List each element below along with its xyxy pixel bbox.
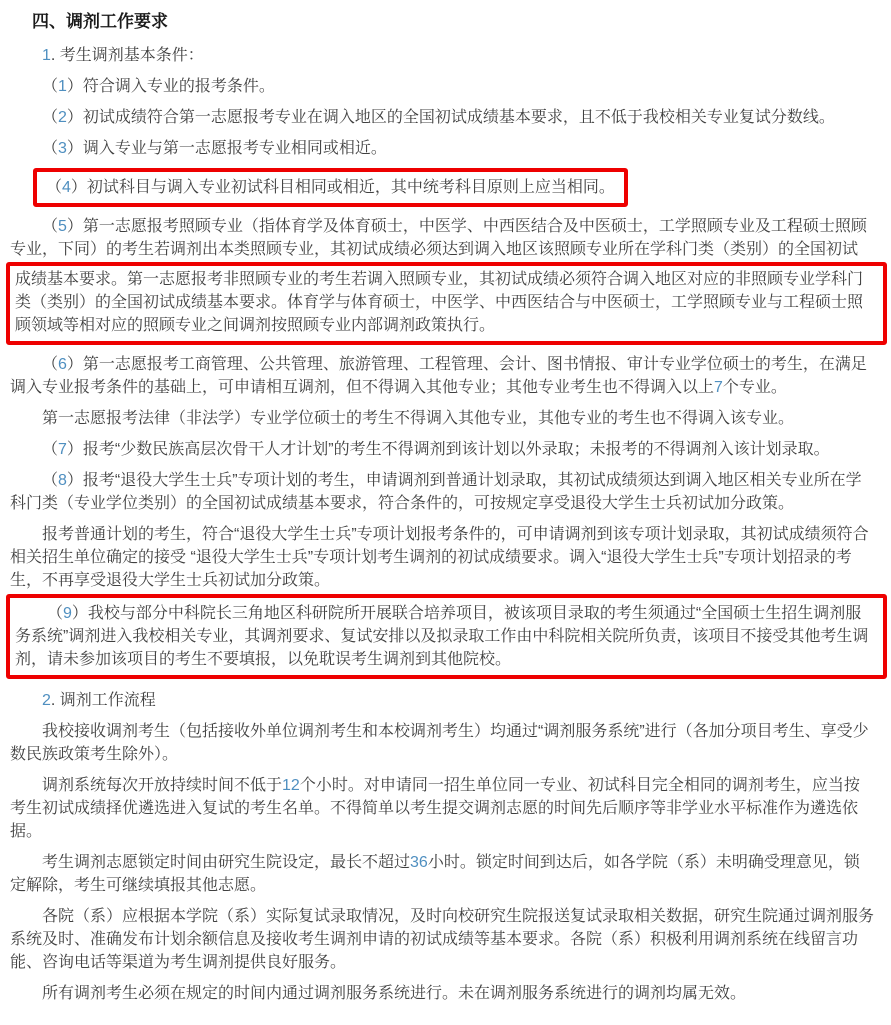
paragraph-process-2: 调剂系统每次开放持续时间不低于12个小时。对申请同一招生单位同一专业、初试科目完全相同的调剂考生，应当按考生初试成绩择优遴选进入复试的考生名单。不得简单以考生提交调剂志愿的时间先后顺序等非学业水平标准作为遴选依据。 — [10, 777, 860, 840]
paragraph-process-5: 所有调剂考生必须在规定的时间内通过调剂服务系统进行。未在调剂服务系统进行的调剂均属无效。 — [42, 985, 747, 1002]
section-heading-4: 四、调剂工作要求 — [32, 12, 168, 31]
paragraph-condition-5-boxed: 成绩基本要求。第一志愿报考非照顾专业的考生若调入照顾专业，其初试成绩必须符合调入地区对应的非照顾专业学科门类（类别）的全国初试成绩基本要求。体育学与体育硕士，中医学、中西医结合与中医硕士，工学照顾专业与工程硕士照顾领域等相对应的照顾专业之间调剂按照顾专业内部调剂政策执行。 — [15, 271, 864, 334]
paragraph-condition-8-general: 报考普通计划的考生，符合“退役大学生士兵”专项计划报考条件的，可申请调剂到该专项计划录取，其初试成绩须符合相关招生单位确定的接受 “退役大学生士兵”专项计划考生调剂的初试成绩要求。调入“退役大学生士兵”专项计划招录的考生，不再享受退役大学生士兵初试加分政策。 — [10, 526, 869, 589]
paragraph-condition-9: （9）我校与部分中科院长三角地区科研院所开展联合培养项目，被该项目录取的考生须通过“全国硕士生招生调剂服务系统”调剂进入我校相关专业，其调剂要求、复试安排以及拟录取工作由中科院相关院所负责，该项目不接受其他考生调剂，请未参加该项目的考生不要填报，以免耽误考生调剂到其他院校。 — [15, 605, 869, 668]
paragraph-condition-6-law: 第一志愿报考法律（非法学）专业学位硕士的考生不得调入其他专业，其他专业的考生也不得调入该专业。 — [42, 410, 795, 427]
subsection-2-heading: 2. 调剂工作流程 — [42, 692, 156, 709]
paragraph-condition-6: （6）第一志愿报考工商管理、公共管理、旅游管理、工程管理、会计、图书情报、审计专业学位硕士的考生，在满足调入专业报考条件的基础上，可申请相互调剂，但不得调入其他专业；其他专业考生也不得调入以上7个专业。 — [10, 356, 867, 396]
paragraph-condition-4: （4）初试科目与调入专业初试科目相同或相近，其中统考科目原则上应当相同。 — [46, 179, 615, 196]
paragraph-condition-8: （8）报考“退役大学生士兵”专项计划的考生，申请调剂到普通计划录取，其初试成绩须达到调入地区相关专业所在学科门类（专业学位类别）的全国初试成绩基本要求，符合条件的，可按规定享受退役大学生士兵初试加分政策。 — [10, 472, 862, 512]
paragraph-process-3: 考生调剂志愿锁定时间由研究生院设定，最长不超过36小时。锁定时间到达后，如各学院（系）未明确受理意见，锁定解除，考生可继续填报其他志愿。 — [10, 854, 860, 894]
paragraph-condition-5-lead: （5）第一志愿报考照顾专业（指体育学及体育硕士，中医学、中西医结合及中医硕士，工学照顾专业及工程硕士照顾专业，下同）的考生若调剂出本类照顾专业，其初试成绩必须达到调入地区该照顾专业所在学科门类（类别）的全国初试 — [10, 218, 867, 258]
paragraph-condition-1: （1）符合调入专业的报考条件。 — [42, 78, 275, 95]
paragraph-condition-3: （3）调入专业与第一志愿报考专业相同或相近。 — [42, 140, 387, 157]
paragraph-condition-7: （7）报考“少数民族高层次骨干人才计划”的考生不得调剂到该计划以外录取；未报考的不得调剂入该计划录取。 — [42, 441, 830, 458]
highlight-box-condition-9 — [6, 594, 887, 679]
subsection-1-heading: 1. 考生调剂基本条件： — [42, 47, 204, 64]
highlight-box-condition-4 — [33, 168, 628, 207]
highlight-box-condition-4-wrap — [10, 168, 875, 207]
paragraph-process-4: 各院（系）应根据本学院（系）实际复试录取情况，及时向校研究生院报送复试录取相关数据，研究生院通过调剂服务系统及时、准确发布计划余额信息及接收考生调剂申请的初试成绩等基本要求。各院（系）积极利用调剂系统在线留言功能、咨询电话等渠道为考生调剂提供良好服务。 — [10, 908, 875, 971]
highlight-box-condition-5 — [6, 262, 887, 345]
paragraph-condition-2: （2）初试成绩符合第一志愿报考专业在调入地区的全国初试成绩基本要求，且不低于我校相关专业复试分数线。 — [42, 109, 835, 126]
paragraph-process-1: 我校接收调剂考生（包括接收外单位调剂考生和本校调剂考生）均通过“调剂服务系统”进行（各加分项目考生、享受少数民族政策考生除外）。 — [10, 723, 869, 763]
